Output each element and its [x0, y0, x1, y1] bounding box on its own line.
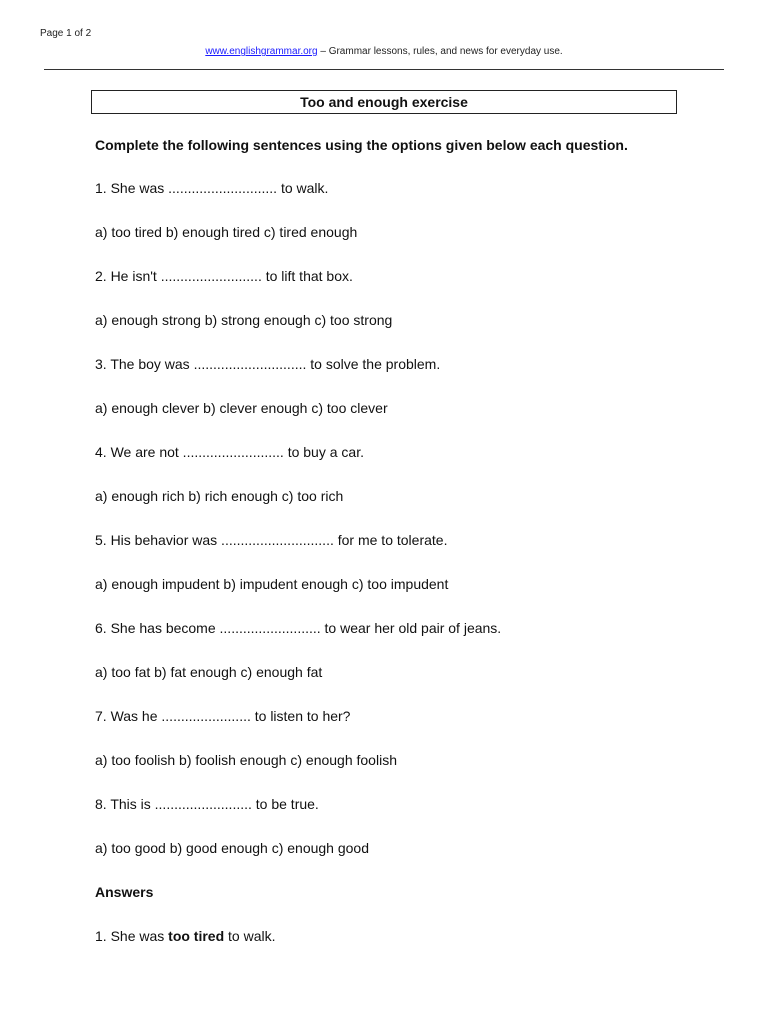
- question-sentence: 7. Was he ....................... to listen to her?: [95, 708, 351, 724]
- question-1: [95, 177, 695, 265]
- question-6: [95, 617, 695, 705]
- answer-highlight: too tired: [168, 928, 225, 944]
- question-options: a) too good b) good enough c) enough good: [95, 840, 370, 856]
- question-7: [95, 705, 695, 793]
- question-sentence: 5. His behavior was ............................. for me to tolerate.: [95, 532, 448, 548]
- question-2: [95, 265, 695, 353]
- question-options: a) too fat b) fat enough c) enough fat: [95, 664, 323, 680]
- question-4: [95, 441, 695, 529]
- question-sentence: 3. The boy was ............................. to solve the problem.: [95, 356, 441, 372]
- question-sentence: 4. We are not .......................... to buy a car.: [95, 444, 364, 460]
- question-sentence: 6. She has become .......................... to wear her old pair of jeans.: [95, 620, 502, 636]
- exercise-title: Too and enough exercise: [91, 90, 677, 114]
- question-options: a) too tired b) enough tired c) tired enough: [95, 224, 358, 240]
- instructions: Complete the following sentences using the options given below each question.: [95, 137, 628, 153]
- question-options: a) too foolish b) foolish enough c) enough foolish: [95, 752, 397, 768]
- question-sentence: 1. She was ............................ to walk.: [95, 180, 329, 196]
- question-options: a) enough strong b) strong enough c) too strong: [95, 312, 393, 328]
- question-sentence: 8. This is ......................... to be true.: [95, 796, 319, 812]
- answer-text-before: 1. She was: [95, 928, 169, 944]
- question-8: [95, 793, 695, 881]
- question-3: [95, 353, 695, 441]
- answer-text-after: to walk.: [224, 928, 276, 944]
- answers-heading: Answers: [95, 884, 154, 900]
- site-header: [0, 46, 768, 57]
- page-number: Page 1 of 2: [40, 28, 92, 39]
- site-tagline: – Grammar lessons, rules, and news for everyday use.: [317, 46, 563, 57]
- question-options: a) enough impudent b) impudent enough c) too impudent: [95, 576, 449, 592]
- header-divider: [44, 69, 724, 70]
- question-5: [95, 529, 695, 617]
- answer-1: [95, 925, 695, 947]
- question-sentence: 2. He isn't .......................... to lift that box.: [95, 268, 353, 284]
- exercise-content: [95, 134, 695, 947]
- site-link[interactable]: www.englishgrammar.org: [205, 46, 318, 57]
- question-options: a) enough rich b) rich enough c) too rich: [95, 488, 344, 504]
- question-options: a) enough clever b) clever enough c) too clever: [95, 400, 388, 416]
